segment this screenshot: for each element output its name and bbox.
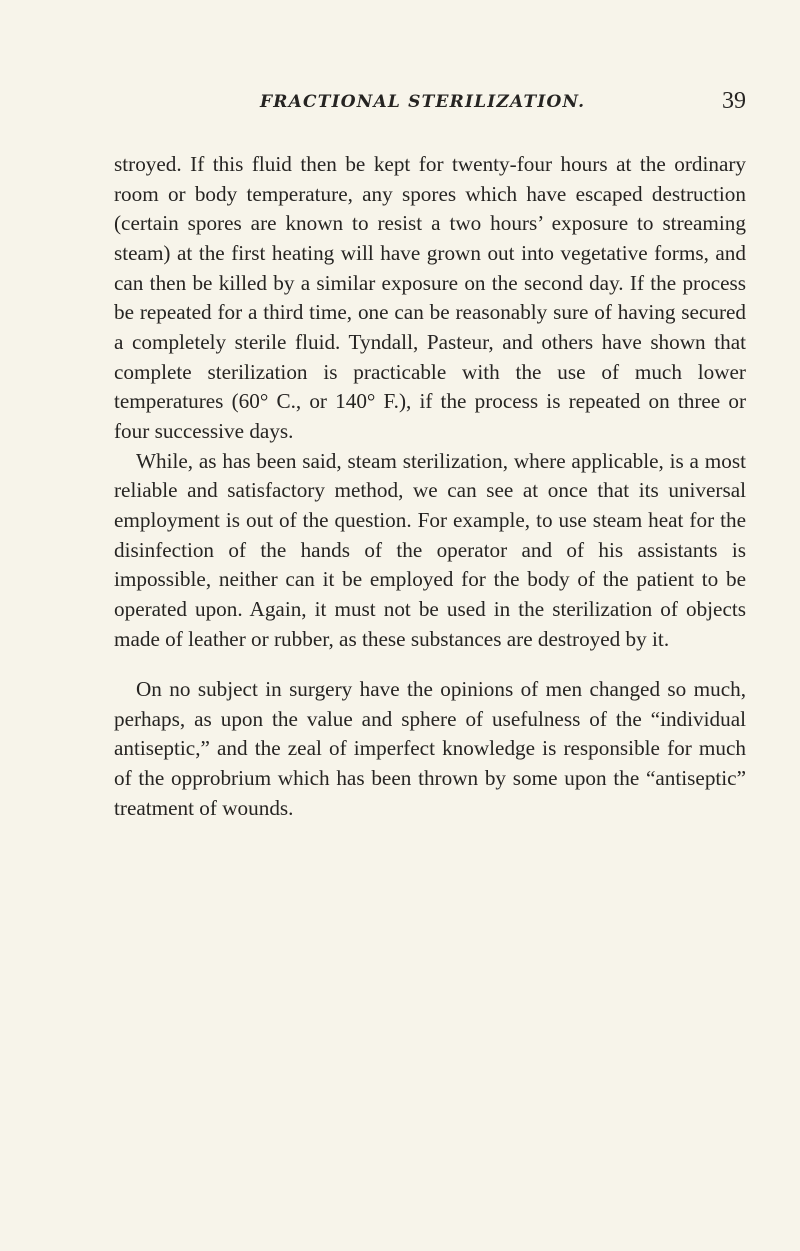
page-number: 39	[722, 88, 746, 114]
running-head	[114, 88, 746, 122]
paragraph-steam-sterilization: While, as has been said, steam sterilization, where applicable, is a most reliable and satisfactory method, we can see at once that its universal employment is out of the question. For example, to use steam heat for the disinfection of the hands of the operator and of his assistants is impossible, neither can it be employed for the body of the patient to be operated upon. Again, it must not be used in the sterilization of objects made of leather or rubber, as these substances are destroyed by it.	[114, 448, 746, 651]
chapter-title: FRACTIONAL STERILIZATION.	[260, 92, 586, 112]
paragraph-individual-antiseptic: On no subject in surgery have the opinions of men changed so much, perhaps, as upon the value and sphere of usefulness of the “individual antiseptic,” and the zeal of imperfect knowledge is responsible for much of the opprobrium which has been thrown by some upon the “antiseptic” treatment of wounds.	[114, 677, 746, 820]
body-text	[114, 150, 746, 823]
paragraph-continued: stroyed. If this fluid then be kept for twenty-four hours at the ordinary room or body temperature, any spores which have escaped destruction (certain spores are known to resist a two hours’ exposure to streaming steam) at the first heating will have grown out into vegetative forms, and can then be killed by a similar exposure on the second day. If the process be repeated for a third time, one can be reasonably sure of having secured a completely sterile fluid. Tyndall, Pasteur, and others have shown that complete sterilization is practicable with the use of much lower temperatures (60° C., or 140° F.), if the process is repeated on three or four successive days.	[114, 152, 746, 443]
